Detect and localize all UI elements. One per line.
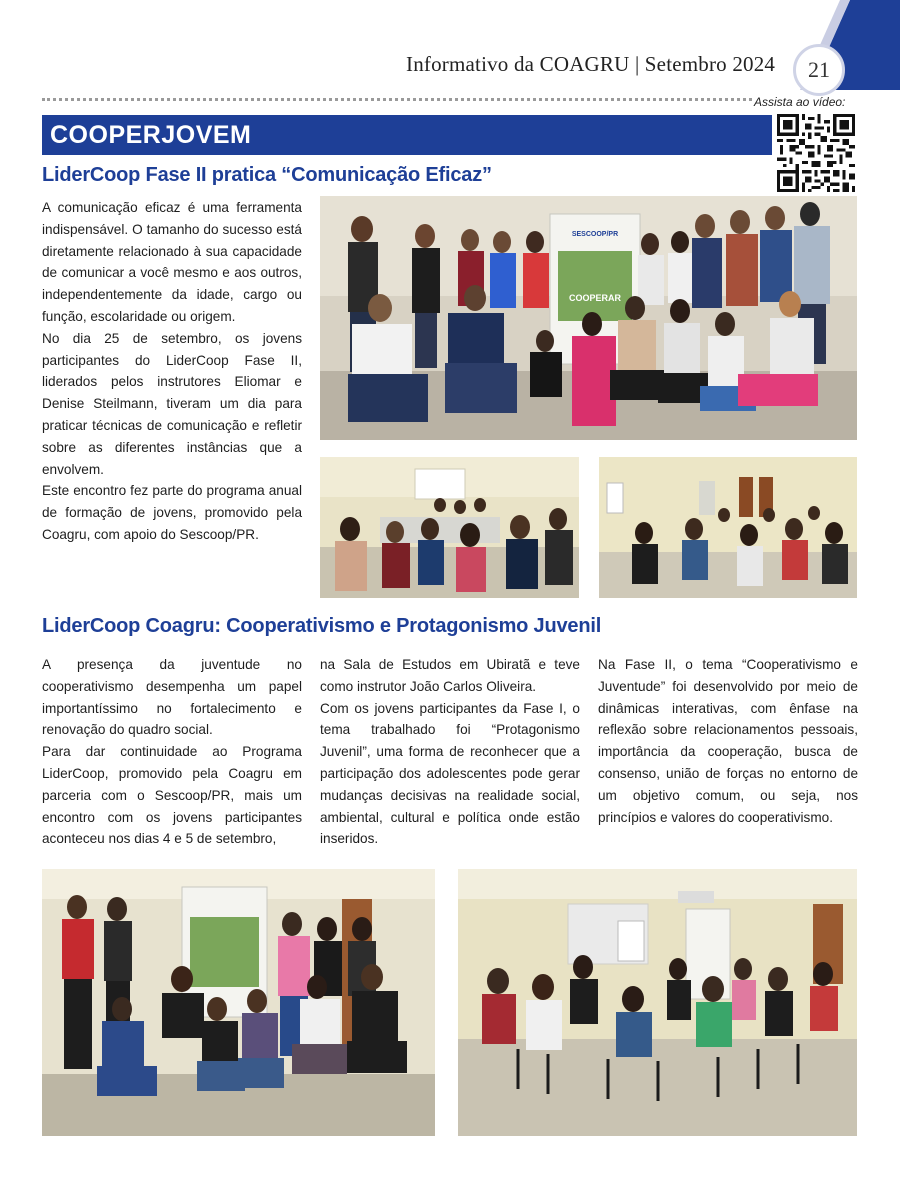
qr-code-icon[interactable]	[777, 114, 855, 192]
group-photo-protagonism	[42, 869, 435, 1136]
article2-column-2	[320, 654, 580, 850]
classroom-photo-right	[599, 457, 857, 598]
article2-column-3	[598, 654, 858, 828]
classroom-photo-left	[320, 457, 579, 598]
banner-text: SESCOOP/PR	[571, 231, 619, 238]
article1-body	[42, 197, 302, 546]
circle-activity-photo	[458, 869, 857, 1136]
article2-paragraph: Para dar continuidade ao Programa LiderCoop, promovido pela Coagru em parceria com o Sescoop/PR, mais um encontro com os jovens participantes aconteceu nos dias 4 e 5 de setembro,	[42, 744, 302, 847]
video-label: Assista ao vídeo:	[754, 95, 846, 109]
article1-paragraph: Este encontro fez parte do programa anual de formação de jovens, promovido pela Coagru, com apoio do Sescoop/PR.	[42, 483, 302, 542]
section-title: COOPERJOVEM	[50, 120, 252, 149]
article2-paragraph: na Sala de Estudos em Ubiratã e teve como instrutor João Carlos Oliveira.	[320, 657, 580, 694]
article2-title: LiderCoop Coagru: Cooperativismo e Protagonismo Juvenil	[42, 615, 602, 637]
group-photo-communication	[320, 196, 857, 440]
article1-paragraph: A comunicação eficaz é uma ferramenta indispensável. O tamanho do sucesso está diretamente relacionado à sua capacidade de comunicar a você mesmo e aos outros, independentemente da idade, cargo ou função, escolaridade ou origem.	[42, 200, 302, 324]
banner-slogan: COOPERAR	[568, 293, 622, 303]
section-banner	[42, 115, 772, 155]
header-divider	[42, 98, 752, 101]
page-number: 21	[793, 44, 845, 96]
publication-title: Informativo da COAGRU | Setembro 2024	[406, 52, 776, 76]
article2-paragraph: Na Fase II, o tema “Cooperativismo e Juventude” foi desenvolvido por meio de dinâmicas interativas, com ênfase na reflexão sobre relacionamentos pessoais, importância da cooperação, busca de consenso, união de forças no entorno de um objetivo comum, ou seja, nos princípios e valores do cooperativismo.	[598, 657, 858, 825]
article2-paragraph: Com os jovens participantes da Fase I, o tema trabalhado foi “Protagonismo Juvenil”, uma forma de reconhecer que a participação dos adolescentes pode gerar mudanças decisivas na realidade social, ambiental, cultural e política onde estão inseridos.	[320, 700, 580, 847]
article2-column-1	[42, 654, 302, 850]
article2-paragraph: A presença da juventude no cooperativismo desempenha um papel importantíssimo no fortalecimento e renovação do quadro social.	[42, 657, 302, 738]
article1-title: LiderCoop Fase II pratica “Comunicação Eficaz”	[42, 164, 492, 186]
article1-paragraph: No dia 25 de setembro, os jovens participantes do LiderCoop Fase II, liderados pelos instrutores Eliomar e Denise Steilmann, tiveram um dia para praticar técnicas de comunicação e refletir sobre as diferentes instâncias que a envolvem.	[42, 330, 302, 477]
